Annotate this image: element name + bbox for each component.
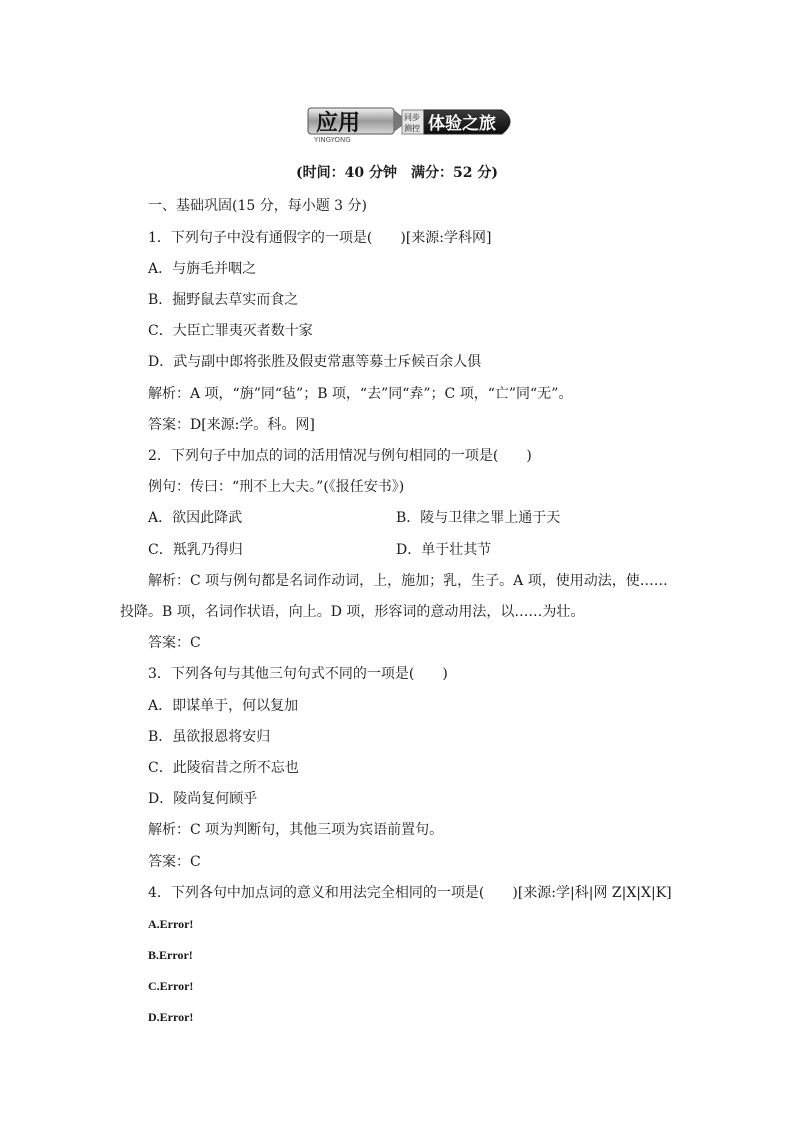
question-2-answer: 答案：C xyxy=(148,635,201,651)
banner-small-top-text: 同步 xyxy=(404,113,420,122)
question-3-option-b: B．虽欲报恩将安归 xyxy=(148,729,271,745)
question-2-option-c: C．羝乳乃得归 xyxy=(148,542,243,558)
banner-main-text: 应用 xyxy=(316,111,361,136)
banner-pinyin-text: YINGYONG xyxy=(314,136,351,144)
question-3-option-a: A．即谋单于，何以复加 xyxy=(148,698,299,714)
banner-right-text: 体验之旅 xyxy=(428,114,496,134)
question-4-option-d: D.Error! xyxy=(148,1010,194,1024)
banner-graphic xyxy=(306,104,520,144)
question-3-option-c: C．此陵宿昔之所不忘也 xyxy=(148,760,299,776)
question-2-analysis-line-1: 解析：C 项与例句都是名词作动词，上，施加；乳，生子。A 项，使用动法，使…… xyxy=(148,573,668,589)
banner-small-bottom-text: 测控 xyxy=(404,124,420,133)
time-info: (时间：40 分钟 满分：52 分) xyxy=(296,165,498,181)
question-1-option-b: B．掘野鼠去草实而食之 xyxy=(148,292,299,308)
question-2-stem: 2．下列句子中加点的词的活用情况与例句相同的一项是( ) xyxy=(148,448,532,464)
question-4-stem: 4．下列各句中加点词的意义和用法完全相同的一项是( )[来源:学|科|网 Z|X|X|K] xyxy=(148,885,672,901)
question-3-option-d: D．陵尚复何顾乎 xyxy=(148,791,258,807)
question-1-option-a: A．与旃毛并咽之 xyxy=(148,261,257,277)
question-2-analysis-line-2: 投降。B 项，名词作状语，向上。D 项，形容词的意动用法，以……为壮。 xyxy=(120,604,585,620)
question-1-analysis: 解析：A 项，“旃”同“毡”；B 项，“去”同“弆”；C 项，“亡”同“无”。 xyxy=(148,386,573,402)
question-4-option-b: B.Error! xyxy=(148,948,193,962)
question-1-stem: 1．下列句子中没有通假字的一项是( )[来源:学科网] xyxy=(148,230,492,246)
question-2-option-d: D．单于壮其节 xyxy=(396,542,492,558)
question-4-option-c: C.Error! xyxy=(148,979,194,993)
question-3-stem: 3．下列各句与其他三句句式不同的一项是( ) xyxy=(148,666,448,682)
question-2-option-a: A．欲因此降武 xyxy=(148,510,243,526)
question-3-answer: 答案：C xyxy=(148,854,201,870)
question-1-option-d: D．武与副中郎将张胜及假吏常惠等募士斥候百余人俱 xyxy=(148,354,482,370)
question-2-example: 例句：传曰：“刑不上大夫。”(《报任安书》) xyxy=(148,479,405,495)
section-banner xyxy=(306,104,520,144)
section-title: 一、基础巩固(15 分，每小题 3 分) xyxy=(148,198,367,214)
question-1-answer: 答案：D[来源:学。科。网] xyxy=(148,417,315,433)
question-1-option-c: C．大臣亡罪夷灭者数十家 xyxy=(148,323,313,339)
question-3-analysis: 解析：C 项为判断句，其他三项为宾语前置句。 xyxy=(148,822,444,838)
question-2-option-b: B．陵与卫律之罪上通于天 xyxy=(396,510,561,526)
question-4-option-a: A.Error! xyxy=(148,917,194,931)
